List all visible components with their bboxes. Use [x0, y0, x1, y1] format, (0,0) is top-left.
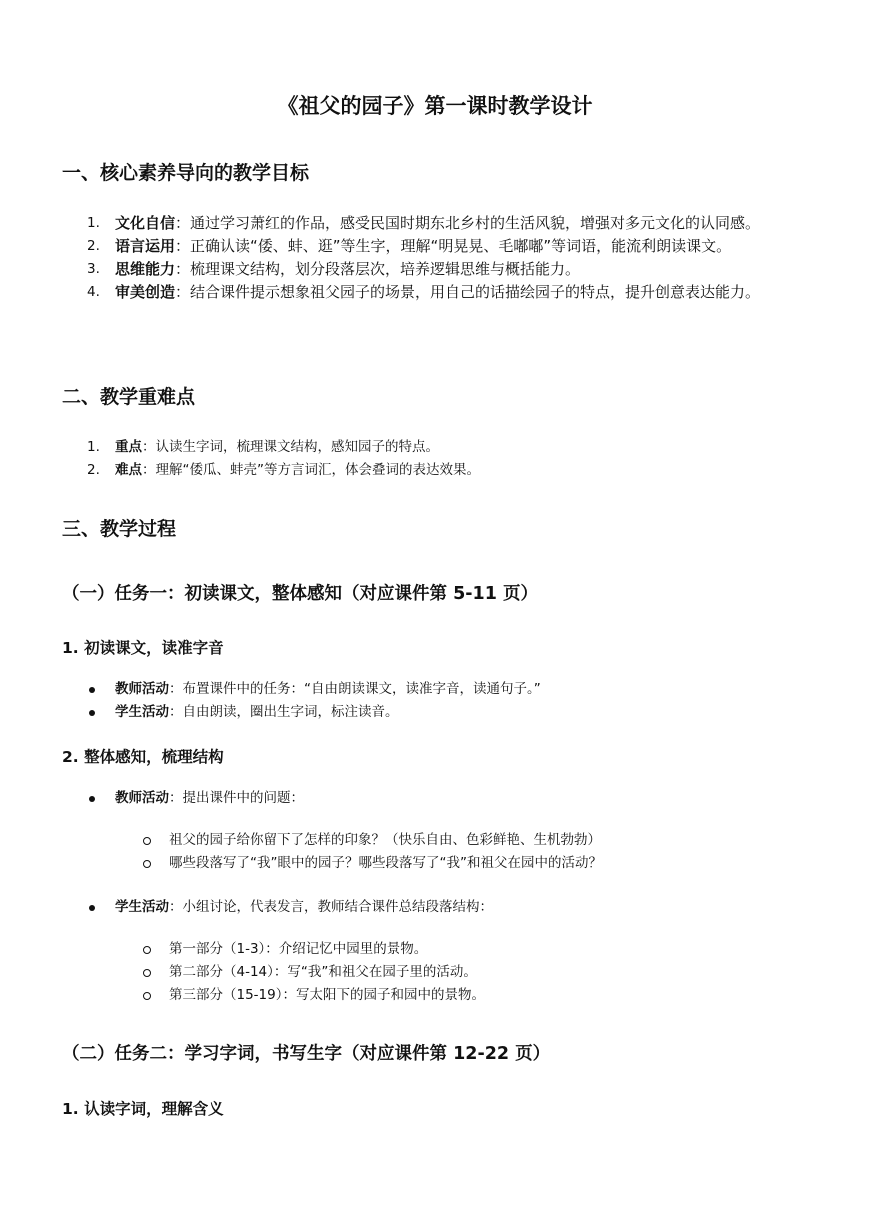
list-item: 学生活动：小组讨论，代表发言，教师结合课件总结段落结构：	[62, 896, 822, 919]
bullet-icon	[89, 710, 95, 716]
hollow-bullet-icon	[143, 860, 151, 868]
list-item: 2. 难点：理解“倭瓜、蚌壳”等方言词汇，体会叠词的表达效果。	[87, 462, 480, 478]
section-heading-objectives: 一、核心素养导向的教学目标	[62, 162, 310, 184]
list-item: 教师活动：提出课件中的问题：	[62, 787, 822, 810]
list-item: 第一部分（1-3）：介绍记忆中园里的景物。	[62, 938, 822, 961]
list-item: 祖父的园子给你留下了怎样的印象？（快乐自由、色彩鲜艳、生机勃勃）	[62, 829, 822, 852]
list-item: 4. 审美创造：结合课件提示想象祖父园子的场景，用自己的话描绘园子的特点，提升创意表达能力。	[87, 283, 761, 301]
list-item: 学生活动：自由朗读，圈出生字词，标注读音。	[62, 701, 822, 724]
task1-step1-list	[62, 678, 822, 724]
list-item: 第二部分（4-14）：写“我”和祖父在园子里的活动。	[62, 961, 822, 984]
task1-step2-heading: 2. 整体感知，梳理结构	[62, 748, 224, 766]
section-heading-process: 三、教学过程	[62, 518, 177, 540]
document-title: 《祖父的园子》第一课时教学设计	[277, 94, 593, 118]
list-item: 哪些段落写了“我”眼中的园子？哪些段落写了“我”和祖父在园中的活动？	[62, 852, 822, 875]
list-item: 1. 重点：认读生字词，梳理课文结构，感知园子的特点。	[87, 439, 439, 455]
hollow-bullet-icon	[143, 946, 151, 954]
task1-step2-teacher	[62, 787, 822, 810]
bullet-icon	[89, 796, 95, 802]
task1-step2-questions	[62, 829, 822, 875]
task1-step2-parts	[62, 938, 822, 1007]
hollow-bullet-icon	[143, 969, 151, 977]
list-item: 1. 文化自信：通过学习萧红的作品，感受民国时期东北乡村的生活风貌，增强对多元文化的认同感。	[87, 214, 761, 232]
task1-step1-heading: 1. 初读课文，读准字音	[62, 639, 224, 657]
task1-heading: （一）任务一：初读课文，整体感知（对应课件第 5-11 页）	[62, 584, 538, 604]
bullet-icon	[89, 687, 95, 693]
key-points-list	[62, 436, 822, 482]
hollow-bullet-icon	[143, 837, 151, 845]
task1-step2-student	[62, 896, 822, 919]
hollow-bullet-icon	[143, 992, 151, 1000]
task2-step1-heading: 1. 认读字词，理解含义	[62, 1100, 224, 1118]
task2-heading: （二）任务二：学习字词，书写生字（对应课件第 12-22 页）	[62, 1044, 551, 1064]
list-item: 3. 思维能力：梳理课文结构，划分段落层次，培养逻辑思维与概括能力。	[87, 260, 581, 278]
objectives-list	[62, 212, 822, 304]
list-item: 第三部分（15-19）：写太阳下的园子和园中的景物。	[62, 984, 822, 1007]
list-item: 教师活动：布置课件中的任务：“自由朗读课文，读准字音，读通句子。”	[62, 678, 822, 701]
list-item: 2. 语言运用：正确认读“倭、蚌、逛”等生字，理解“明晃晃、毛嘟嘟”等词语，能流利朗读课文。	[87, 237, 732, 255]
bullet-icon	[89, 905, 95, 911]
section-heading-key-points: 二、教学重难点	[62, 386, 196, 408]
